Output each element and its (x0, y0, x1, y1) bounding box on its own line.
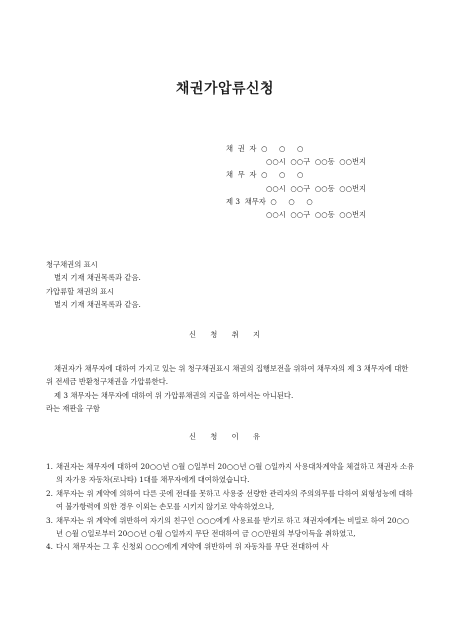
reason-item (46, 460, 416, 487)
seized-claim-detail: 별지 기재 채권목록과 같음. (54, 300, 141, 310)
purpose-heading: 신 청 취 지 (188, 330, 262, 339)
debtor-line: 채 무 자 ○ ○ ○ (226, 170, 304, 180)
document-title: 채권가압류신청 (175, 81, 275, 97)
reasons-list (46, 460, 416, 554)
purpose-line-1: 채권자가 채무자에 대하여 가지고 있는 위 청구채권표시 채권의 집행보전을 위하여 채무자의 제 3 채무자에 대한 위 전세금 반환청구채권을 가압류한다. (46, 364, 409, 387)
third-debtor-address: ○○시 ○○구 ○○동 ○○번지 (266, 210, 367, 220)
reason-item (46, 540, 416, 553)
parties-block (226, 142, 366, 221)
purpose-line-3: 라는 재판을 구함 (46, 404, 100, 414)
reason-number: 4. (46, 542, 53, 552)
purpose-line-2: 제 3 채무자는 채무자에 대하여 위 가압류채권의 지급을 하여서는 아니된다. (54, 390, 294, 400)
third-debtor-line: 제 3 채무자 ○ ○ ○ (226, 196, 313, 206)
seized-claim-label: 가압류할 채권의 표시 (46, 286, 115, 296)
reasons-heading: 신 청 이 유 (188, 432, 262, 441)
reason-text: 다시 채무자는 그 후 신청외 ○○○에게 계약에 위반하여 위 자동차를 무단 전대하여 사 (56, 542, 329, 552)
reason-text: 채무자는 위 계약에 의하여 다른 곳에 전대를 못하고 사용중 선량한 관리자의 주의의무를 다하여 외형성능에 대하여 불가항력에 의한 경우 이외는 손모를 시키지 않기로 약속하였으나, (56, 488, 413, 512)
reason-item (46, 487, 416, 514)
claim-detail: 별지 기재 채권목록과 같음. (54, 273, 141, 283)
reason-number: 3. (46, 515, 53, 525)
reason-text: 채권자는 채무자에 대하여 20○○년 ○월 ○일부터 20○○년 ○월 ○일까지 사용대차계약을 체결하고 채권자 소유의 자가용 자동차(로나타) 1대를 채무자에게 대여하였습니다. (56, 462, 415, 485)
reason-text: 채무자는 위 계약에 위반하여 자기의 친구인 ○○○에게 사용료를 받기로 하고 채권자에게는 비밀로 하여 20○○년 ○월 ○일로부터 20○○년 ○월 ○일까지 무단 전대하여 금 ○○만원의 부당이득을 취하였고, (56, 515, 410, 539)
reason-item (46, 514, 416, 541)
purpose-body (46, 362, 412, 416)
creditor-line: 채 권 자 ○ ○ ○ (226, 144, 304, 153)
creditor-address: ○○시 ○○구 ○○동 ○○번지 (266, 157, 367, 167)
claim-targets (46, 258, 141, 312)
debtor-address: ○○시 ○○구 ○○동 ○○번지 (266, 183, 367, 193)
reason-number: 1. (46, 462, 53, 471)
claim-label: 청구채권의 표시 (46, 260, 98, 269)
reason-number: 2. (46, 488, 53, 498)
